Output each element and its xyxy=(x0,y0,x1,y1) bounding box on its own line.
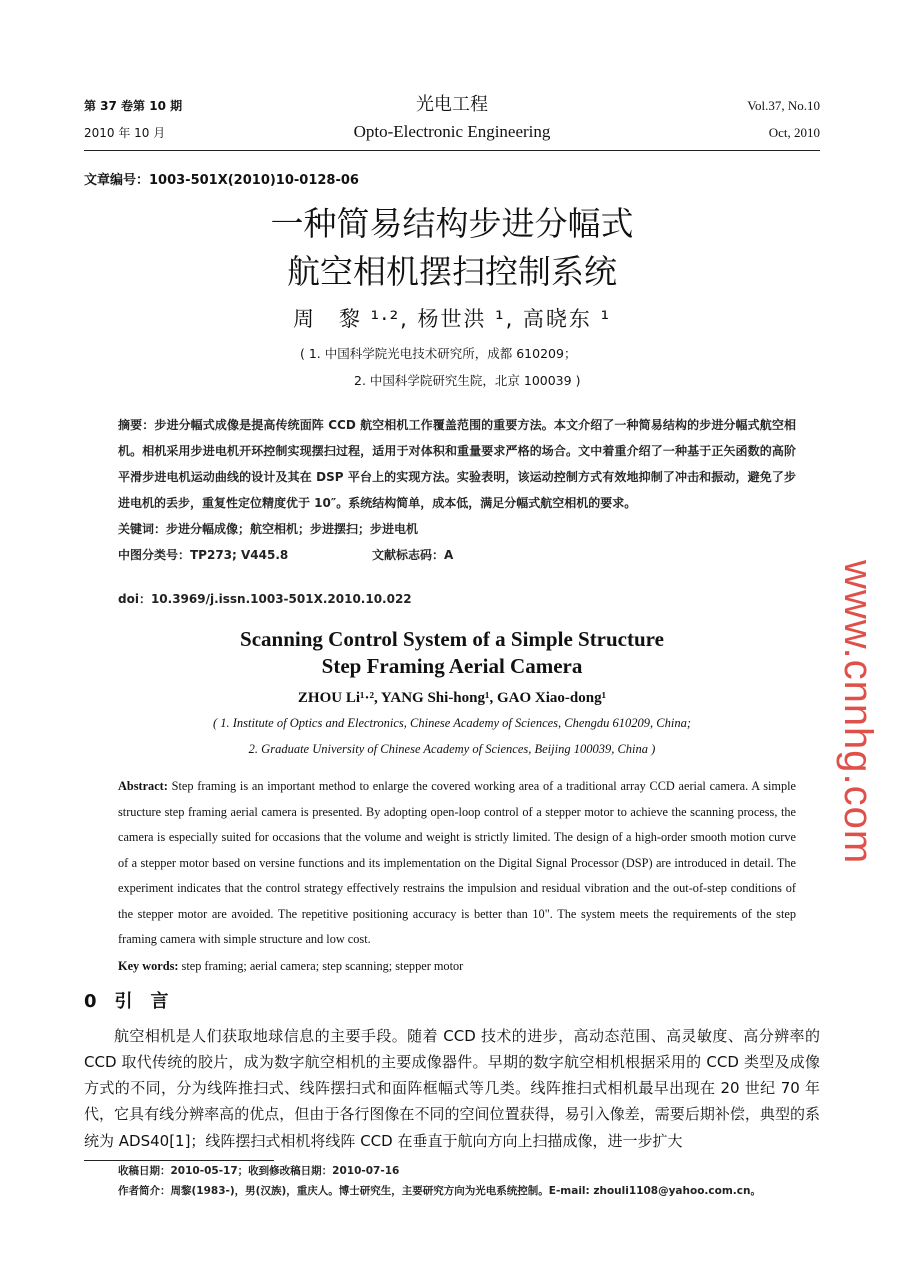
affiliation: 2. 中国科学院研究生院，北京 100039 ) xyxy=(354,373,581,388)
title-en-line: Step Framing Aerial Camera xyxy=(321,654,583,678)
affiliation: 2. Graduate University of Chinese Academy of Sciences, Beijing 100039, China ) xyxy=(248,742,656,756)
document-code: 文献标志码：A xyxy=(372,548,454,562)
title-cn xyxy=(84,200,820,296)
volume-en: Vol.37, No.10 xyxy=(747,98,820,113)
keywords-en xyxy=(118,953,796,979)
article-number: 文章编号：1003-501X(2010)10-0128-06 xyxy=(84,173,359,188)
abstract-label: Abstract: xyxy=(118,779,168,793)
footnote-received: 收稿日期：2010-05-17；收到修改稿日期：2010-07-16 xyxy=(118,1164,400,1177)
title-cn-line: 航空相机摆扫控制系统 xyxy=(287,252,617,291)
title-en-line: Scanning Control System of a Simple Structure xyxy=(240,627,664,651)
abstract-cn xyxy=(118,412,796,516)
title-en xyxy=(84,626,820,680)
footnote-author: 作者简介：周黎(1983-)，男(汉族)，重庆人。博士研究生，主要研究方向为光电系统控制。E-mail: zhouli1108@yahoo.com.cn。 xyxy=(118,1184,761,1197)
header-rule xyxy=(84,150,820,151)
authors-en: ZHOU Li¹·², YANG Shi-hong¹, GAO Xiao-dong¹ xyxy=(297,690,607,706)
header-row-1 xyxy=(84,92,820,119)
abstract-text: 步进分幅式成像是提高传统面阵 CCD 航空相机工作覆盖范围的重要方法。本文介绍了一种简易结构的步进分幅式航空相机。相机采用步进电机开环控制实现摆扫过程，适用于对体积和重量要求严格的场合。文中着重介绍了一种基于正矢函数的高阶平滑步进电机运动曲线的设计及其在 DSP 平台上的实现方法。实验表明，该运动控制方式有效地抑制了冲击和振动，避免了步进电机的丢步，重复性定位精度优于 10″。系统结构简单，成本低，满足分幅式航空相机的要求。 xyxy=(118,418,796,510)
title-cn-line: 一种简易结构步进分幅式 xyxy=(270,204,634,243)
doi: doi：10.3969/j.issn.1003-501X.2010.10.022 xyxy=(118,592,412,606)
issue-date: 2010 年 10 月 xyxy=(84,126,166,140)
watermark: www.cnnhg.com xyxy=(836,560,880,865)
abstract-text: Step framing is an important method to enlarge the covered working area of a traditional array CCD aerial camera. A simple structure step framing aerial camera is presented. By adopting open-loop control of a stepper motor to achieve the scanning process, the camera is especially suited for occasions that the volume and weight is strictly limited. The design of a high-order smooth motion curve of a stepper motor based on versine functions and its implementation on the Digital Signal Processor (DSP) are introduced in detail. The experiment indicates that the control strategy effectively restrains the impulsion and residual vibration and the out-of-step conditions of the stepper motor are avoided. The repetitive positioning accuracy is better than 10". The system meets the requirements of the step framing camera with simple structure and low cost. xyxy=(118,779,796,946)
classification-row xyxy=(118,542,796,612)
keywords-label: Key words: xyxy=(118,958,179,973)
affiliation: ( 1. Institute of Optics and Electronics, Chinese Academy of Sciences, Chengdu 610209, China; xyxy=(212,716,692,730)
abstract-label: 摘要： xyxy=(118,418,155,432)
section-heading: 0 引 言 xyxy=(84,990,169,1012)
keywords-text: step framing; aerial camera; step scanning; stepper motor xyxy=(181,958,464,973)
header-row-2 xyxy=(84,119,820,146)
date-en: Oct, 2010 xyxy=(768,125,820,140)
abstract-en xyxy=(118,774,796,953)
journal-title-cn: 光电工程 xyxy=(416,94,488,115)
issue-number: 第 37 卷第 10 期 xyxy=(84,99,183,113)
affiliation: ( 1. 中国科学院光电技术研究所，成都 610209； xyxy=(300,346,577,361)
journal-title-en: Opto-Electronic Engineering xyxy=(353,122,551,141)
affiliations-en xyxy=(84,710,820,762)
authors-cn: 周 黎 ¹·², 杨世洪 ¹, 高晓东 ¹ xyxy=(292,307,612,331)
affiliations-cn xyxy=(300,340,820,394)
intro-paragraph: 航空相机是人们获取地球信息的主要手段。随着 CCD 技术的进步，高动态范围、高灵敏度、高分辨率的 CCD 取代传统的胶片，成为数字航空相机的主要成像器件。早期的数字航空相机根据采用的 CCD 类型及成像方式的不同，分为线阵推扫式、线阵摆扫式和面阵框幅式等几类。线阵推扫式相机最早出现在 20 世纪 70 年代，它具有线分辨率高的优点，但由于各行图像在不同的空间位置获得，易引入像差，需要后期补偿，典型的系统为 ADS40[1]；线阵摆扫式相机将线阵 CCD 在垂直于航向方向上扫描成像，进一步扩大 xyxy=(84,1026,820,1150)
keywords-cn: 关键词：步进分幅成像；航空相机；步进摆扫；步进电机 xyxy=(118,522,419,536)
clc-number: 中图分类号：TP273; V445.8 xyxy=(118,548,289,562)
